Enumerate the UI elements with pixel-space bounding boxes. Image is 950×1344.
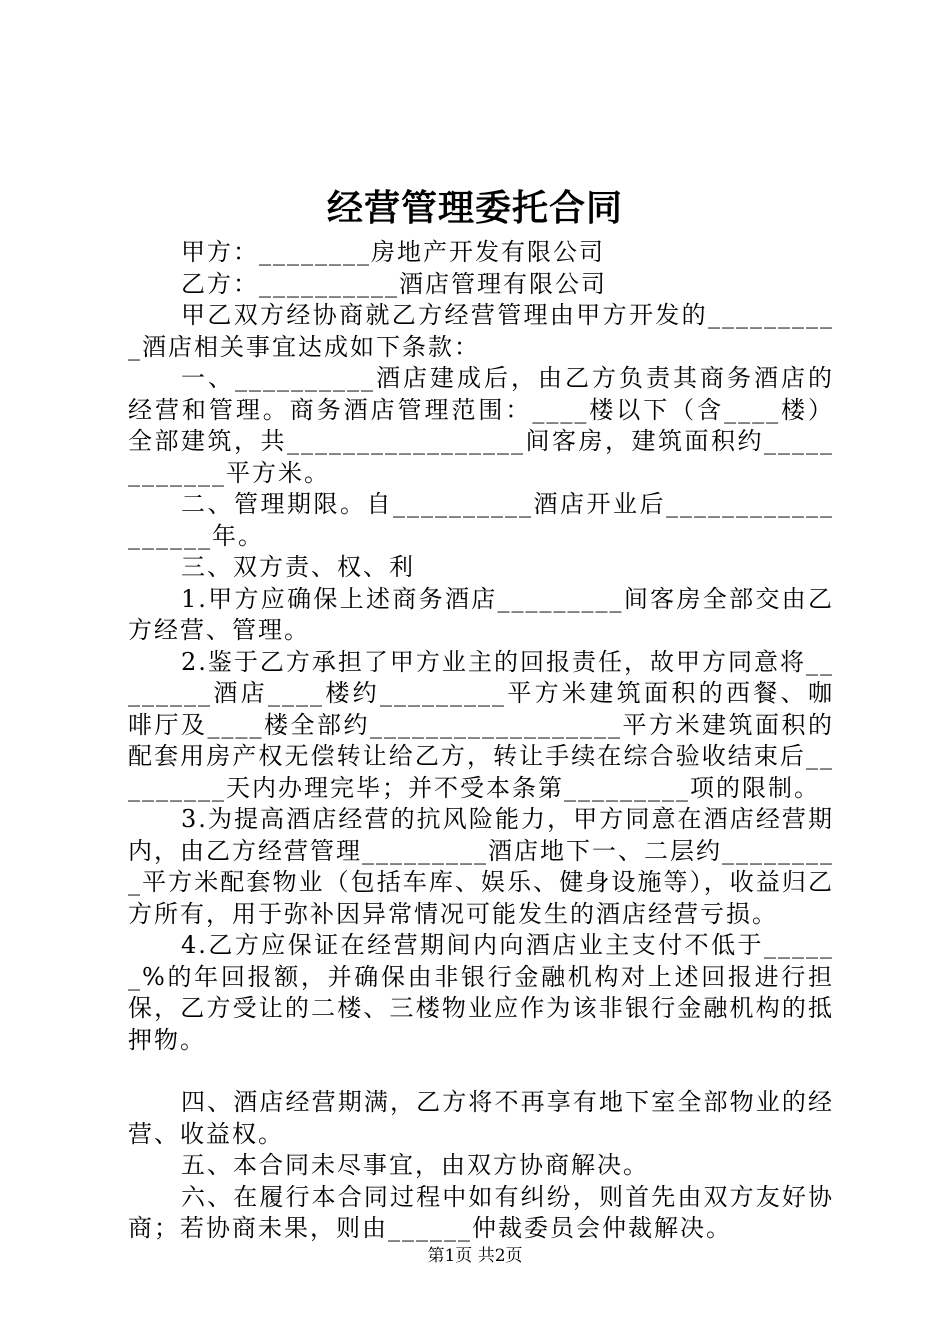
party-a-line: 甲方：________房地产开发有限公司	[181, 238, 605, 266]
clause-3-item-3: 3.为提高酒店经营的抗风险能力，甲方同意在酒店经营期内，由乙方经营管理_________酒店地下一、二层约_________平方米配套物业（包括车库、娱乐、健身设施等），收益归乙方所有，用于弥补因异常情况可能发生的酒店经营亏损。	[128, 805, 834, 928]
clause-3-item-2: 2.鉴于乙方承担了甲方业主的回报责任，故甲方同意将________酒店____楼约_________平方米建筑面积的西餐、咖啡厅及____楼全部约__________________平方米建筑面积的配套用房产权无偿转让给乙方，转让手续在综合验收结束后_________天内办理完毕；并不受本条第_________项的限制。	[128, 647, 834, 802]
clause-3-heading: 三、双方责、权、利	[181, 553, 415, 581]
document-body	[128, 237, 834, 1245]
paragraph-gap	[128, 1056, 834, 1087]
clause-1-paragraph: 一、__________酒店建成后，由乙方负责其商务酒店的经营和管理。商务酒店管理范围：____楼以下（含____楼）全部建筑，共_________________间客房，建筑面积约____________平方米。	[128, 364, 834, 487]
preamble-paragraph: 甲乙双方经协商就乙方经营管理由甲方开发的__________酒店相关事宜达成如下条款：	[128, 301, 834, 361]
clause-3-item-1: 1.甲方应确保上述商务酒店_________间客房全部交由乙方经营、管理。	[128, 584, 834, 644]
clause-6-paragraph: 六、在履行本合同过程中如有纠纷，则首先由双方友好协商；若协商未果，则由______仲裁委员会仲裁解决。	[128, 1182, 834, 1242]
document-title: 经营管理委托合同	[326, 187, 623, 229]
party-b-line: 乙方：__________酒店管理有限公司	[181, 269, 607, 298]
clause-4-paragraph: 四、酒店经营期满，乙方将不再享有地下室全部物业的经营、收益权。	[128, 1088, 834, 1148]
clause-3-item-4: 4.乙方应保证在经营期间内向酒店业主支付不低于______%的年回报额，并确保由非银行金融机构对上述回报进行担保，乙方受让的二楼、三楼物业应作为该非银行金融机构的抵押物。	[128, 931, 834, 1054]
clause-5-paragraph: 五、本合同未尽事宜，由双方协商解决。	[181, 1151, 649, 1179]
clause-2-paragraph: 二、管理期限。自__________酒店开业后__________________年。	[128, 490, 834, 550]
page-footer: 第1页 共2页	[427, 1246, 523, 1266]
